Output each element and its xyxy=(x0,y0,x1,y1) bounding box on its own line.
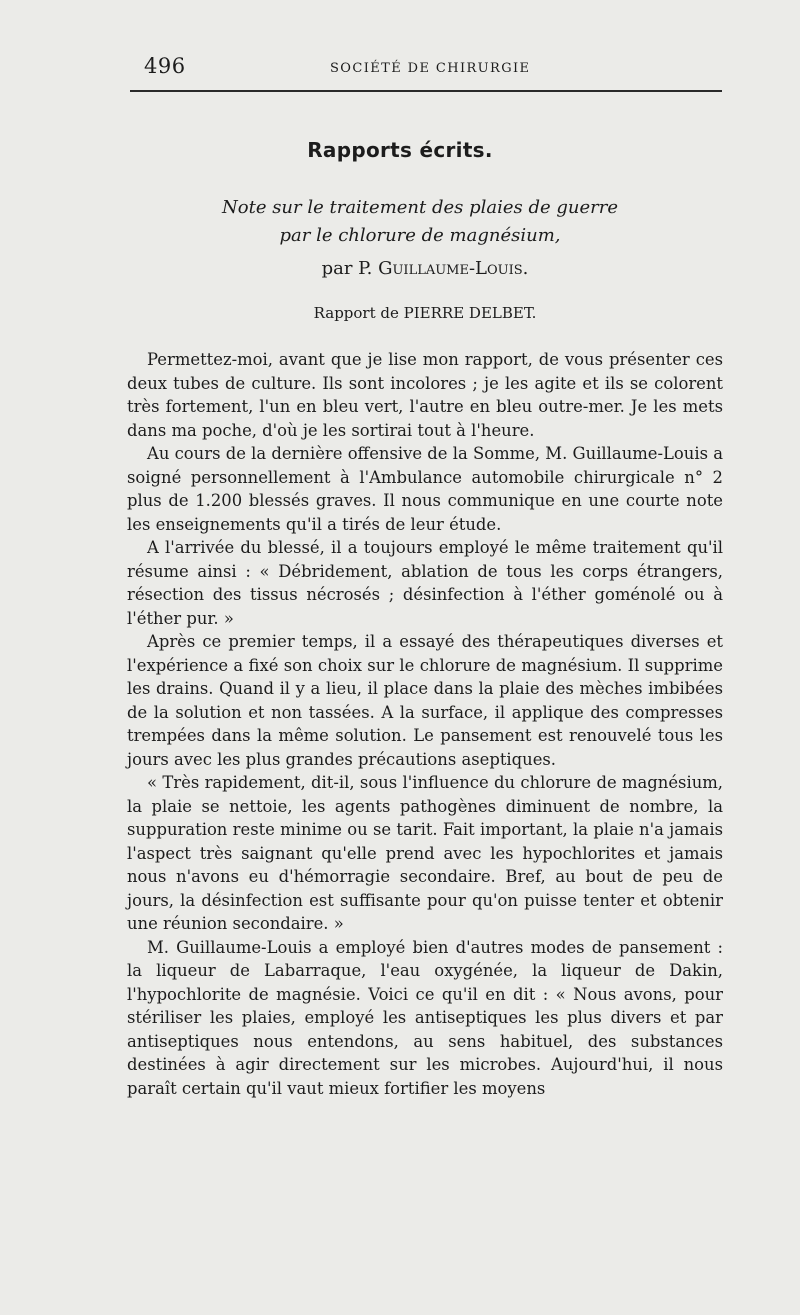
author-line xyxy=(0,258,800,279)
author-name: Guillaume-Louis. xyxy=(378,258,529,279)
page-header xyxy=(130,52,722,90)
paragraph-2: Au cours de la dernière offensive de la Somme, M. Guillaume-Louis a soigné personnellement à l'Ambulance automobile chirurgicale n° 2 plus de 1.200 blessés graves. Il nous communique en une courte note les enseignements qu'il a tirés de leur étude. xyxy=(127,444,723,534)
note-title-line-2: par le chlorure de magnésium, xyxy=(279,225,561,246)
paragraph-5: « Très rapidement, dit-il, sous l'influence du chlorure de magnésium, la plaie se nettoie, les agents pathogènes diminuent de nombre, la suppuration reste minime ou se tarit. Fait important, la plaie n'a jamais l'aspect très saignant qu'elle prend avec les hypochlorites et jamais nous n'avons eu d'hémorragie secondaire. Bref, au bout de peu de jours, la désinfection est suffisante pour qu'on puisse tenter et obtenir une réunion secondaire. » xyxy=(127,773,723,933)
paragraph-6: M. Guillaume-Louis a employé bien d'autres modes de pansement : la liqueur de Labarraque, l'eau oxygénée, la liqueur de Dakin, l'hypochlorite de magnésie. Voici ce qu'il en dit : « Nous avons, pour stériliser les plaies, employé les antiseptiques les plus divers et par antiseptiques nous entendons, au sens habituel, des substances destinées à agir directement sur les microbes. Aujourd'hui, il nous paraît certain qu'il vaut mieux fortifier les moyens xyxy=(127,937,723,1098)
author-prefix: par P. xyxy=(321,258,373,279)
paragraph-1: Permettez-moi, avant que je lise mon rapport, de vous présenter ces deux tubes de culture. Ils sont incolores ; je les agite et ils se colorent très fortement, l'un en bleu vert, l'autre en bleu outre-mer. Je les mets dans ma poche, d'où je les sortirai tout à l'heure. xyxy=(127,350,723,440)
report-attribution: Rapport de PIERRE DELBET. xyxy=(313,304,537,322)
section-title: Rapports écrits. xyxy=(307,138,493,162)
paragraph-3: A l'arrivée du blessé, il a toujours employé le même traitement qu'il résume ainsi : « Débridement, ablation de tous les corps étrangers, résection des tissus nécrosés ; désinfection à l'éther goménolé ou à l'éther pur. » xyxy=(127,538,723,628)
page-number: 496 xyxy=(144,54,186,78)
running-head: SOCIÉTÉ DE CHIRURGIE xyxy=(330,61,531,76)
paragraph-4: Après ce premier temps, il a essayé des thérapeutiques diverses et l'expérience a fixé son choix sur le chlorure de magnésium. Il supprime les drains. Quand il y a lieu, il place dans la plaie des mèches imbibées de la solution et non tassées. A la surface, il applique des compresses trempées dans la même solution. Le pansement est renouvelé tous les jours avec les plus grandes précautions aseptiques. xyxy=(127,632,723,769)
header-rule xyxy=(130,90,722,92)
body-text xyxy=(127,348,723,1100)
note-title-line-1: Note sur le traitement des plaies de guerre xyxy=(222,197,618,218)
